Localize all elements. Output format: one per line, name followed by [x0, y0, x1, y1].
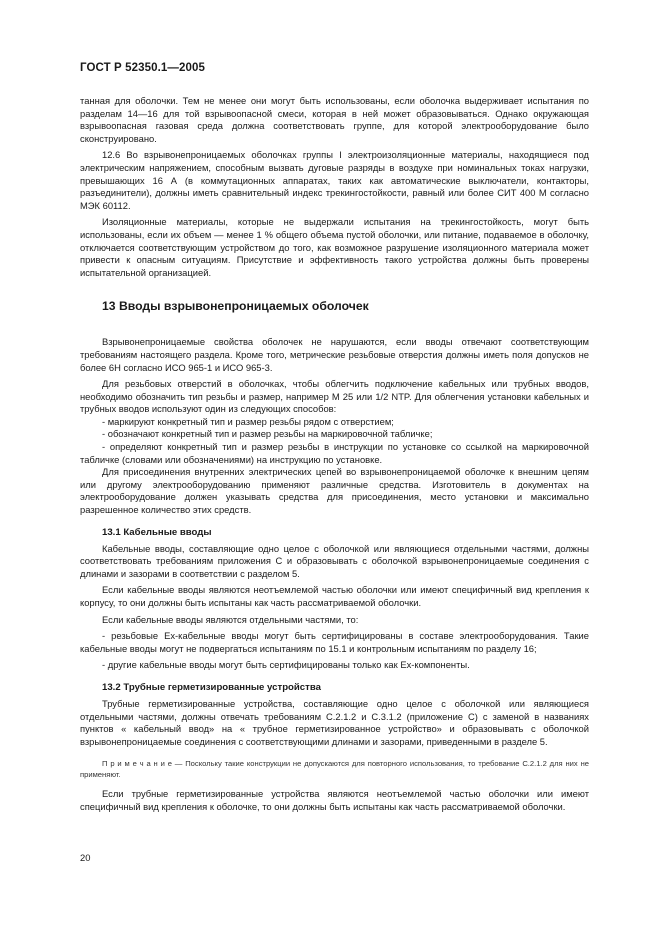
document-page [80, 62, 589, 814]
document-header: ГОСТ Р 52350.1—2005 [80, 62, 205, 74]
section-13-paragraph-2: Для резьбовых отверстий в оболочках, чтобы облегчить подключение кабельных или трубных вводов, необходимо обозначить тип резьбы и размер, например М 25 или 1/2 NTP. Для облегчения установки кабельных и трубных вводов используют один из следующих способов: [80, 378, 589, 415]
section-13-1-paragraph-2: Если кабельные вводы являются неотъемлемой частью оболочки или имеют специфичный вид крепления к корпусу, то они должны быть испытаны как часть рассматриваемой оболочки. [80, 584, 589, 608]
list-item-instructions: - определяют конкретный тип и размер резьбы в инструкции по установке со ссылкой на маркировочной табличке (словами или обозначениями) на инструкцию по установке. [80, 441, 589, 465]
list-item-mark-on-plate: - обозначают конкретный тип и размер резьбы на маркировочной табличке; [102, 428, 433, 440]
list-item-ex-cable-entries: - резьбовые Ех-кабельные вводы могут быть сертифицированы в составе электрооборудования. Такие кабельные вводы могут не подвергаться испытаниям по 15.1 и контрольным испытаниям по разделу 16; [80, 630, 589, 654]
intro-paragraph-1: танная для оболочки. Тем не менее они могут быть использованы, если оболочка выдерживает испытания по разделам 14—16 для той взрывоопасной смеси, которая в ней может образовываться. Однако окружающая взрывоопасная газовая среда должна соответствовать группе, для которой электрооборудование было сконструировано. [80, 95, 589, 144]
section-13-1-heading: 13.1 Кабельные вводы [102, 526, 212, 538]
note: П р и м е ч а н и е — Поскольку такие конструкции не допускаются для повторного использования, то требование С.2.1.2 для них не применяют. [80, 759, 589, 780]
section-13-1-paragraph-3: Если кабельные вводы являются отдельными частями, то: [102, 613, 359, 625]
page-number: 20 [80, 852, 91, 863]
clause-12-6-paragraph: 12.6 Во взрывонепроницаемых оболочках группы I электроизоляционные материалы, находящиеся под электрическим напряжением, способным вызвать дуговые разряды в воздухе при номинальных токах нагрузки, превышающих 16 А (в коммутационных аппаратах, таких как автоматические выключатели, контакторы, разъединители), должны иметь сравнительный индекс трекингостойкости, равный или более СИТ 400 М согласно МЭК 60112. [80, 149, 589, 211]
section-13-heading: 13 Вводы взрывонепроницаемых оболочек [102, 299, 369, 314]
section-13-1-paragraph-1: Кабельные вводы, составляющие одно целое с оболочкой или являющиеся отдельными частями, должны соответствовать требованиям приложения С и образовывать с оболочкой взрывонепроницаемые соединения с длинами и зазорами в соответствии с разделом 5. [80, 542, 589, 579]
list-item-mark-near-hole: - маркируют конкретный тип и размер резьбы рядом с отверстием; [102, 415, 394, 427]
section-13-paragraph-1: Взрывонепроницаемые свойства оболочек не нарушаются, если вводы отвечают соответствующим требованиям настоящего раздела. Кроме того, метрические резьбовые отверстия должны иметь поля допусков не более 6Н согласно ИСО 965-1 и ИСО 965-3. [80, 336, 589, 373]
section-13-paragraph-3: Для присоединения внутренних электрических цепей во взрывонепроницаемой оболочке к внешним цепям или другому электрооборудованию применяют различные средства. Изготовитель в документах на электрооборудование должен указывать средства для присоединения, место установки и максимально разрешенное количество этих средств. [80, 466, 589, 516]
insulation-materials-paragraph: Изоляционные материалы, которые не выдержали испытания на трекингостойкость, могут быть использованы, если их объем — менее 1 % общего объема пустой оболочки, или питание, подаваемое в оболочку, отключается соответствующим устройством до того, как возможное разрушение изоляционного материала может привести к опасным ситуациям. Присутствие и эффективность такого устройства должны быть проверены испытательной организацией. [80, 216, 589, 278]
section-13-2-paragraph-1: Трубные герметизированные устройства, составляющие одно целое с оболочкой или являющиеся отдельными частями, должны отвечать требованиям С.2.1.2 и С.3.1.2 (приложение С) с заменой в названиях пунктов « кабельный ввод» на « трубное герметизированное устройство» и образовывать с оболочкой взрывонепроницаемые соединения с соответствующими длинами и зазорами, приведенными в разделе 5. [80, 697, 589, 747]
list-item-other-cable-entries: - другие кабельные вводы могут быть сертифицированы только как Ех-компоненты. [102, 659, 470, 671]
section-13-2-heading: 13.2 Трубные герметизированные устройства [102, 681, 321, 693]
section-13-2-closing-paragraph: Если трубные герметизированные устройства являются неотъемлемой частью оболочки или имеют специфичный вид крепления к оболочке, то они должны быть испытаны как часть рассматриваемой оболочки. [80, 788, 589, 812]
